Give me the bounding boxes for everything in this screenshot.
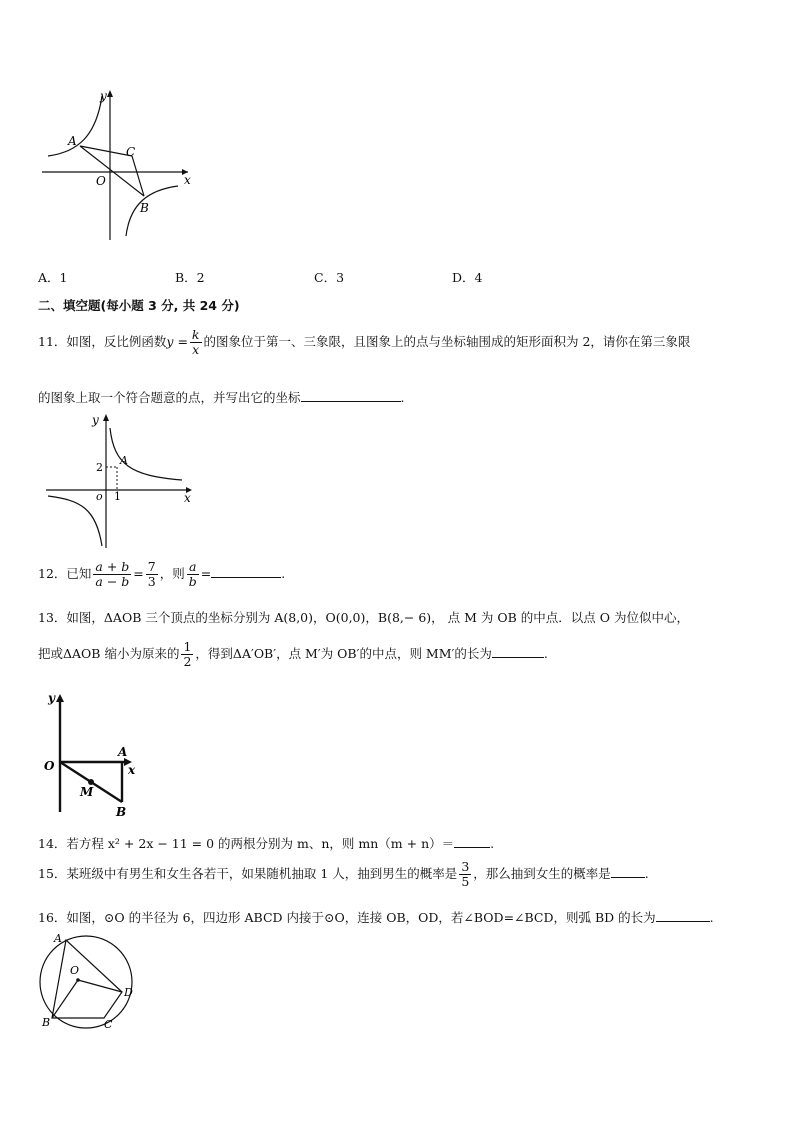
q13-half-num: 1 <box>183 639 192 654</box>
q13-line2-prefix: 把或ΔAOB 缩小为原来的 <box>38 645 180 661</box>
q11-fraction <box>190 328 202 357</box>
q15 <box>38 860 649 889</box>
q15-end: . <box>644 865 649 881</box>
q11-line2-text: 的图象上取一个符合题意的点，并写出它的坐标 <box>38 390 301 405</box>
label-A: A <box>120 454 128 467</box>
q15-prefix: 15．某班级中有男生和女生各若干，如果随机抽取 1 人，抽到男生的概率是 <box>38 865 458 881</box>
label-x: x <box>128 763 136 777</box>
q15-answer-blank[interactable] <box>611 864 645 878</box>
q12-f3-den: b <box>188 573 197 589</box>
q16-answer-blank[interactable] <box>656 908 710 922</box>
label-D: D <box>124 986 133 999</box>
q16-end: . <box>709 910 714 925</box>
label-A: A <box>54 932 62 945</box>
q11-suffix: 的图象位于第一、三象限，且图象上的点与坐标轴围成的矩形面积为 2，请你在第三象限 <box>203 333 691 349</box>
q12-mid: ，则 <box>159 565 185 581</box>
label-y: y <box>48 691 55 705</box>
label-x: x <box>184 173 191 187</box>
q16-figure <box>34 932 144 1032</box>
choice-b: B．2 <box>175 270 205 285</box>
hyperbola-branch-third-quadrant <box>48 496 102 546</box>
q13-line1: 13．如图，ΔAOB 三个顶点的坐标分别为 A(8,0)，O(0,0)，B(8,− 6)， 点 M 为 OB 的中点．以点 O 为位似中心， <box>38 610 689 625</box>
label-A: A <box>68 134 77 148</box>
q13-figure <box>40 690 150 820</box>
center-O <box>76 978 80 982</box>
label-x: x <box>184 491 191 505</box>
label-O: O <box>70 964 80 977</box>
q12 <box>38 560 285 589</box>
q11-func-y: y = <box>166 333 188 349</box>
q15-suffix: ，那么抽到女生的概率是 <box>473 865 611 881</box>
label-y: y <box>92 413 99 427</box>
q11-prefix: 11．如图，反比例函数 <box>38 333 167 349</box>
q14 <box>38 834 494 851</box>
y-axis-arrow <box>56 694 64 702</box>
q12-fraction-1 <box>93 560 131 589</box>
q12-fraction-3 <box>187 560 199 589</box>
label-y: y <box>100 89 107 103</box>
q11-frac-den: x <box>192 341 200 357</box>
section-title: 二、填空题(每小题 3 分, 共 24 分) <box>38 298 240 313</box>
segment-AC <box>80 146 132 156</box>
q11-frac-num: k <box>191 327 200 342</box>
label-O: o <box>96 490 103 503</box>
label-C: C <box>126 145 136 159</box>
segment-CB <box>132 156 144 196</box>
q13-answer-blank[interactable] <box>492 644 544 658</box>
q13-end: . <box>543 645 548 661</box>
label-A: A <box>118 745 128 759</box>
q12-end: . <box>281 565 286 581</box>
hyperbola-branch-fourth-quadrant <box>126 186 178 236</box>
q11-end: . <box>400 390 405 405</box>
label-B: B <box>140 201 149 215</box>
q13-half-den: 2 <box>183 653 192 669</box>
q15-den: 5 <box>461 873 470 889</box>
q15-fraction <box>459 860 471 889</box>
q15-num: 3 <box>461 859 470 874</box>
q12-f3-num: a <box>187 560 199 575</box>
choice-c: C．3 <box>314 270 345 285</box>
choice-a: A．1 <box>38 270 68 285</box>
label-O: O <box>96 174 106 188</box>
q11-figure <box>40 412 200 552</box>
q14-answer-blank[interactable] <box>454 834 490 848</box>
tick-1: 1 <box>114 490 121 503</box>
q13-fraction <box>181 640 193 669</box>
q11-answer-blank[interactable] <box>301 388 401 402</box>
choice-d: D．4 <box>452 270 483 285</box>
y-axis-arrow <box>107 90 113 97</box>
q11-line1 <box>38 328 690 357</box>
q12-f1-den: a − b <box>95 573 130 589</box>
q13-line2 <box>38 640 548 669</box>
q14-end: . <box>490 836 495 851</box>
label-B: B <box>116 805 127 819</box>
q12-prefix: 12．已知 <box>38 565 92 581</box>
label-O: O <box>44 759 55 773</box>
q11-line2 <box>38 388 405 405</box>
label-C: C <box>104 1018 113 1031</box>
q16-text: 16．如图，⊙O 的半径为 6，四边形 ABCD 内接于⊙O，连接 OB，OD，若∠BOD=∠BCD，则弧 BD 的长为 <box>38 910 656 925</box>
q12-eq2: = <box>200 565 212 581</box>
label-B: B <box>42 1016 51 1029</box>
q14-text: 14．若方程 x² + 2x − 11 = 0 的两根分别为 m、n，则 mn（m + n）＝ <box>38 836 455 851</box>
q12-f2-num: 7 <box>147 559 156 574</box>
quadrilateral-ABCD <box>52 940 122 1018</box>
y-axis-arrow <box>103 414 109 421</box>
q16 <box>38 908 714 925</box>
label-M: M <box>80 785 94 799</box>
q12-fraction-2 <box>146 560 158 589</box>
q12-answer-blank[interactable] <box>211 564 281 578</box>
q13-line2-suffix: ，得到ΔA′OB′，点 M′为 OB′的中点，则 MM′的长为 <box>195 645 492 661</box>
q12-f2-den: 3 <box>147 573 156 589</box>
q12-f1-num: a + b <box>95 559 130 574</box>
q10-figure <box>38 86 198 246</box>
q12-eq: = <box>133 565 144 581</box>
tick-2: 2 <box>96 461 103 474</box>
